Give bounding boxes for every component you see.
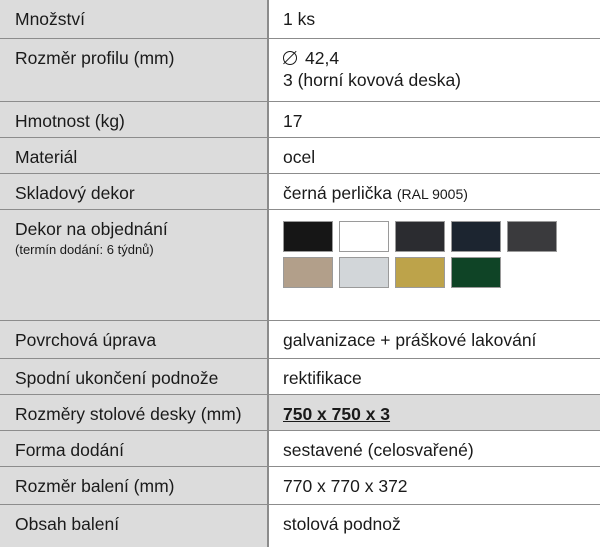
row-value (268, 0, 600, 38)
value-text: ocel (283, 146, 316, 167)
row-label (0, 358, 268, 394)
color-swatch (451, 221, 501, 252)
row-value (268, 430, 600, 466)
table-row (0, 101, 600, 137)
label-text: Množství (15, 9, 86, 29)
ral-code: (RAL 9005) (396, 185, 468, 202)
table-row (0, 320, 600, 358)
label-text: Rozměry stolové desky (mm) (15, 403, 242, 424)
table-row (0, 173, 600, 209)
table-row (0, 394, 600, 430)
color-swatch (283, 257, 333, 288)
color-swatch (451, 257, 501, 288)
row-value (268, 358, 600, 394)
color-swatch (283, 221, 333, 252)
label-text: Forma dodání (15, 439, 124, 460)
label-text: Rozměr balení (mm) (15, 475, 175, 496)
value-text-line2: 3 (horní kovová deska) (283, 69, 462, 90)
label-text: Materiál (15, 146, 78, 167)
row-label (0, 320, 268, 358)
diameter-icon (283, 51, 297, 65)
value-text: 17 (283, 110, 303, 131)
value-text: 1 ks (283, 9, 316, 29)
value-text: 42,4 (305, 47, 340, 68)
row-label (0, 137, 268, 173)
row-value (268, 38, 600, 101)
row-label (0, 101, 268, 137)
color-swatch (395, 221, 445, 252)
row-label (0, 394, 268, 430)
delivery-note: (termín dodání: 6 týdnů) (15, 241, 154, 257)
table-row (0, 358, 600, 394)
table-row (0, 137, 600, 173)
color-swatch (507, 221, 557, 252)
table-row (0, 38, 600, 101)
row-label (0, 38, 268, 101)
label-text: Hmotnost (kg) (15, 110, 125, 131)
value-text: 750 x 750 x 3 (283, 403, 391, 424)
row-value (268, 101, 600, 137)
color-swatch (339, 257, 389, 288)
row-label (0, 209, 268, 320)
row-value (268, 504, 600, 547)
row-label (0, 430, 268, 466)
table-row (0, 209, 600, 320)
row-label (0, 173, 268, 209)
row-value (268, 394, 600, 430)
label-text: Dekor na objednání (15, 218, 168, 239)
row-value (268, 173, 600, 209)
row-label (0, 0, 268, 38)
label-text: Skladový dekor (15, 182, 135, 203)
value-text: černá perlička (283, 182, 392, 203)
color-swatches (283, 210, 600, 288)
label-text: Povrchová úprava (15, 329, 157, 350)
row-value (268, 137, 600, 173)
color-swatch (395, 257, 445, 288)
table-row (0, 430, 600, 466)
row-value (268, 209, 600, 320)
row-value (268, 466, 600, 504)
row-value (268, 320, 600, 358)
label-text: Spodní ukončení podnože (15, 367, 219, 388)
value-text: sestavené (celosvařené) (283, 439, 474, 460)
value-text: rektifikace (283, 367, 362, 388)
label-text: Rozměr profilu (mm) (15, 47, 175, 68)
label-text: Obsah balení (15, 513, 120, 534)
value-text: stolová podnož (283, 513, 401, 534)
color-swatch (339, 221, 389, 252)
value-text: 770 x 770 x 372 (283, 475, 408, 496)
row-label (0, 504, 268, 547)
table-row (0, 466, 600, 504)
table-row (0, 504, 600, 547)
value-text: galvanizace + práškové lakování (283, 329, 537, 350)
table-row (0, 0, 600, 38)
row-label (0, 466, 268, 504)
